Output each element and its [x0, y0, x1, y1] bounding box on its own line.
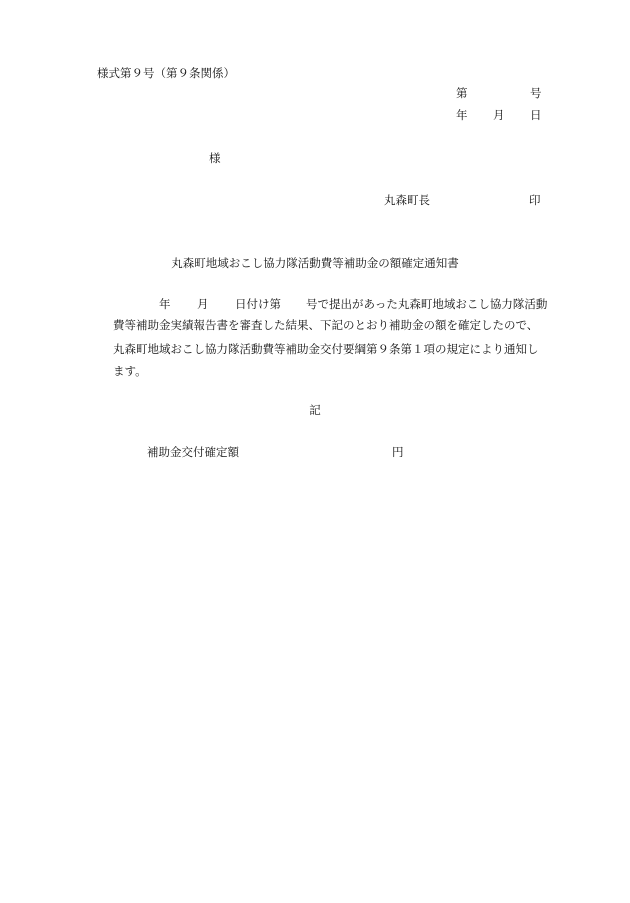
date-day-label: 日: [530, 108, 542, 122]
document-number-prefix: 第: [456, 86, 468, 100]
body-year-label: 年: [159, 297, 171, 311]
date-year-label: 年: [456, 108, 468, 122]
sender-name: 丸森町長: [384, 193, 430, 207]
amount-label: 補助金交付確定額: [147, 445, 239, 459]
date-month-label: 月: [493, 108, 505, 122]
body-line-4: ます。: [113, 364, 147, 378]
note-heading: 記: [309, 403, 321, 417]
addressee-honorific: 様: [209, 151, 221, 165]
body-month-label: 月: [197, 297, 209, 311]
body-line-1: 号で提出があった丸森町地域おこし協力隊活動: [306, 297, 548, 311]
document-number-suffix: 号: [530, 86, 542, 100]
form-number: 様式第９号（第９条関係）: [97, 66, 235, 80]
body-dated-label: 日付け第: [235, 297, 281, 311]
document-title: 丸森町地域おこし協力隊活動費等補助金の額確定通知書: [171, 256, 459, 270]
amount-unit: 円: [392, 445, 404, 459]
body-line-3: 丸森町地域おこし協力隊活動費等補助金交付要綱第９条第１項の規定により通知し: [113, 342, 539, 356]
sender-seal-mark: 印: [529, 193, 541, 207]
body-line-2: 費等補助金実績報告書を審査した結果、下記のとおり補助金の額を確定したので、: [113, 318, 539, 332]
